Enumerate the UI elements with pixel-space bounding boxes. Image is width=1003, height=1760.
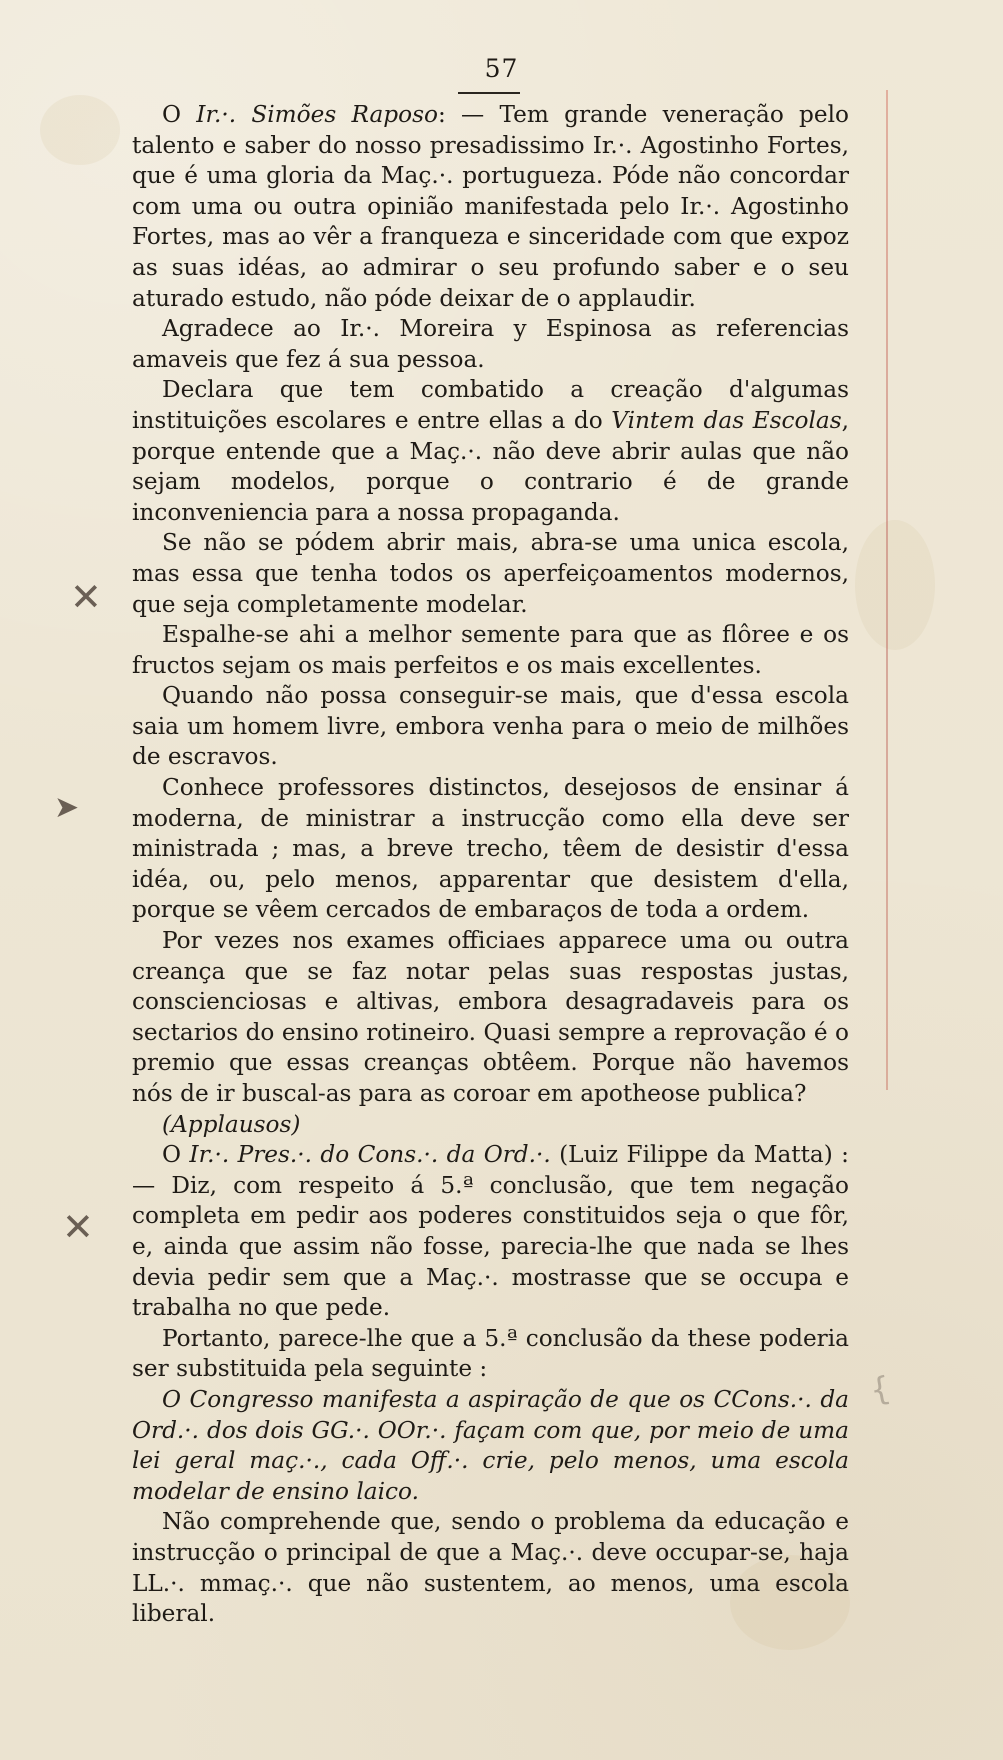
page-number-rule [458, 92, 520, 94]
paragraph [132, 100, 849, 314]
paragraph-text: Por vezes nos exames officiaes apparece uma ou outra creança que se faz notar pelas suas respostas justas, conscienciosas e altivas, embora desagradaveis para os sectarios do ensino rotineiro. Quasi sempre a reprovação é o premio que essas creanças obtêem. Porque não havemos nós de ir buscal-as para as coroar em apotheose publica? [132, 927, 849, 1107]
page-number: 57 [484, 54, 519, 83]
applause-note [132, 1110, 849, 1141]
paragraph [132, 314, 849, 375]
paragraph-text: (Luiz Filippe da Matta) : — Diz, com respeito á 5.ª conclusão, que tem negação completa em pedir aos poderes constituidos seja o que fôr, e, ainda que assim não fosse, parecia-lhe que nada se lhes devia pedir sem que a Maç.·. mostrasse que se occupa e trabalha no que pede. [132, 1141, 849, 1322]
margin-annotation-icon: ✕ [70, 575, 102, 619]
proposal-text: O Congresso manifesta a aspiração de que os CCons.·. da Ord.·. dos dois GG.·. OOr.·. façam com que, por meio de uma lei geral maç.·., cada Off.·. crie, pelo menos, uma escola modelar de ensino laico. [132, 1385, 849, 1505]
paragraph [132, 773, 849, 926]
margin-rule [886, 90, 888, 1090]
paragraph-prefix: O [162, 101, 197, 128]
paragraph-text: : — Tem grande veneração pelo talento e saber do nosso presadissimo Ir.·. Agostinho Fortes, que é uma gloria da Maç.·. portugueza. Póde não concordar com uma ou outra opinião manifestada pelo Ir.·. Agostinho Fortes, mas ao vêr a franqueza e sinceridade com que expoz as suas idéas, ao admirar o seu profundo saber e o seu aturado estudo, não póde deixar de o applaudir. [132, 101, 849, 312]
paragraph-text: Agradece ao Ir.·. Moreira y Espinosa as referencias amaveis que fez á sua pessoa. [132, 315, 849, 373]
margin-annotation-icon: { [866, 1368, 894, 1410]
body-text [132, 100, 849, 1630]
italic-title: Vintem das Escolas [611, 406, 842, 434]
paragraph [132, 375, 849, 528]
paragraph [132, 1324, 849, 1385]
paragraph [132, 620, 849, 681]
speaker-name: Ir.·. Simões Raposo [196, 101, 438, 128]
paragraph [132, 528, 849, 620]
paragraph-text: , porque entende que a Maç.·. não deve abrir aulas que não sejam modelos, porque o contrario é de grande inconveniencia para a nossa propaganda. [132, 406, 849, 526]
paragraph-text: Se não se pódem abrir mais, abra-se uma unica escola, mas essa que tenha todos os aperfeiçoamentos modernos, que seja completamente modelar. [132, 529, 849, 618]
applause-text: (Applausos) [162, 1110, 301, 1138]
margin-annotation-icon: ➤ [54, 790, 80, 825]
paragraph-text: Quando não possa conseguir-se mais, que d'essa escola saia um homem livre, embora venha para o meio de milhões de escravos. [132, 682, 849, 771]
paragraph-text: Declara que tem combatido a creação d'algumas instituições escolares e entre ellas a do [132, 376, 849, 434]
paper-stain [855, 520, 935, 650]
speaker-name: Ir.·. Pres.·. do Cons.·. da Ord.·. [189, 1141, 551, 1169]
paragraph-prefix: O [162, 1141, 190, 1169]
paragraph [132, 1507, 849, 1629]
paragraph-text: Não comprehende que, sendo o problema da educação e instrucção o principal de que a Maç.·. deve occupar-se, haja LL.·. mmaç.·. que não sustentem, ao menos, uma escola liberal. [132, 1508, 849, 1628]
paragraph [132, 681, 849, 773]
margin-annotation-icon: ✕ [62, 1205, 94, 1249]
paragraph [132, 926, 849, 1110]
paper-stain [40, 95, 120, 165]
paragraph [132, 1140, 849, 1324]
paragraph-text: Conhece professores distinctos, desejosos de ensinar á moderna, de ministrar a instrucção como ella deve ser ministrada ; mas, a breve trecho, têem de desistir d'essa idéa, ou, pelo menos, apparentar que desistem d'ella, porque se vêem cercados de embaraços de toda a ordem. [132, 774, 849, 924]
proposal-paragraph [132, 1385, 849, 1507]
paragraph-text: Espalhe-se ahi a melhor semente para que as flôree e os fructos sejam os mais perfeitos e os mais excellentes. [132, 621, 849, 679]
paragraph-text: Portanto, parece-lhe que a 5.ª conclusão da these poderia ser substituida pela seguinte : [132, 1324, 849, 1383]
